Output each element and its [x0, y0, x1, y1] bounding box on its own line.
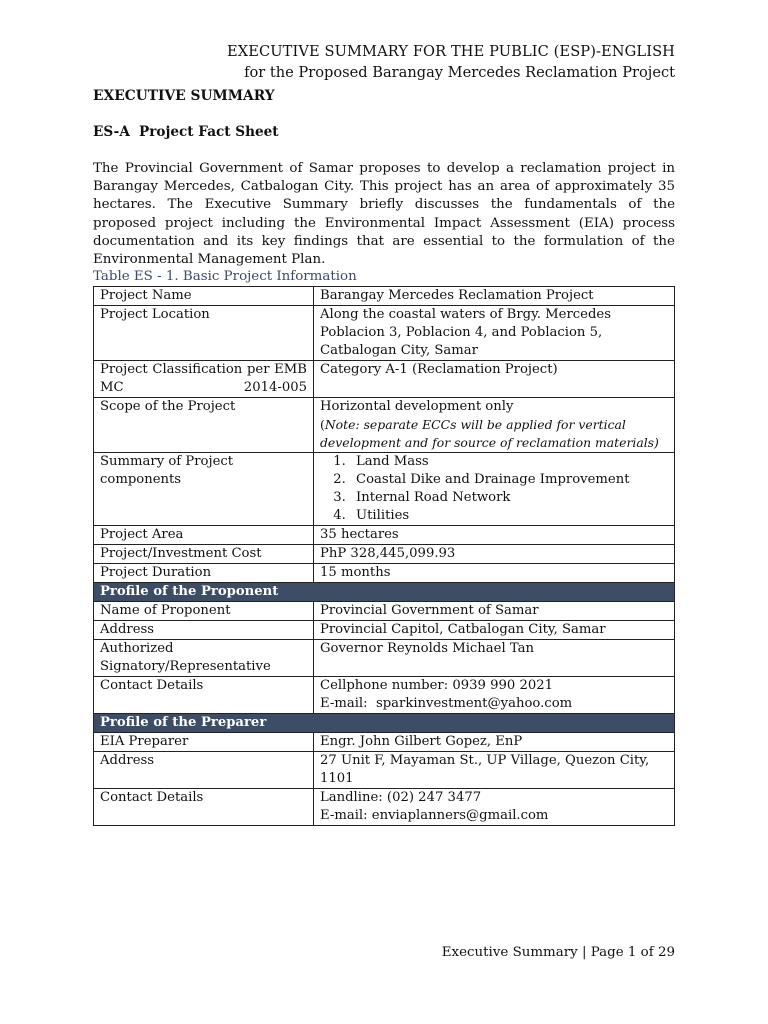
project-classification-label: Project Classification per EMB MC 2014-005: [94, 361, 314, 398]
proponent-signatory-value: Governor Reynolds Michael Tan: [314, 640, 675, 677]
table-row: [94, 398, 675, 453]
preparer-address-value: 27 Unit F, Mayaman St., UP Village, Quezon City, 1101: [314, 752, 675, 789]
preparer-contact-cell: [314, 789, 675, 826]
preparer-section-title: Profile of the Preparer: [94, 714, 675, 733]
project-components-cell: [314, 453, 675, 526]
list-item: 2. Coastal Dike and Drainage Improvement: [350, 471, 668, 489]
section-title: EXECUTIVE SUMMARY: [93, 88, 275, 104]
preparer-eia-value: Engr. John Gilbert Gopez, EnP: [314, 733, 675, 752]
project-name-value: Barangay Mercedes Reclamation Project: [314, 287, 675, 306]
project-scope-label: Scope of the Project: [94, 398, 314, 453]
subsection-heading: [93, 124, 279, 140]
proponent-contact-cell: [314, 677, 675, 714]
project-cost-label: Project/Investment Cost: [94, 545, 314, 564]
page-footer: [442, 945, 675, 960]
table-row: [94, 640, 675, 677]
table-row: [94, 306, 675, 361]
project-components-list: [320, 453, 668, 525]
project-cost-value: PhP 328,445,099.93: [314, 545, 675, 564]
proponent-name-label: Name of Proponent: [94, 602, 314, 621]
project-location-label: Project Location: [94, 306, 314, 361]
proponent-address-value: Provincial Capitol, Catbalogan City, Samar: [314, 621, 675, 640]
project-location-value: Along the coastal waters of Brgy. Mercedes Poblacion 3, Poblacion 4, and Poblacion 5, Catbalogan City, Samar: [314, 306, 675, 361]
table-row: [94, 602, 675, 621]
table-row: [94, 621, 675, 640]
proponent-contact-email-line: E-mail: sparkinvestment@yahoo.com: [320, 696, 573, 711]
table-caption: Table ES - 1. Basic Project Information: [93, 269, 357, 284]
proponent-contact-label: Contact Details: [94, 677, 314, 714]
project-duration-value: 15 months: [314, 564, 675, 583]
project-area-label: Project Area: [94, 526, 314, 545]
document-header-subtitle: for the Proposed Barangay Mercedes Reclamation Project: [244, 64, 675, 81]
table-row: [94, 287, 675, 306]
proponent-section-band: [94, 583, 675, 602]
footer-label: Executive Summary: [441, 945, 578, 960]
project-fact-table: [93, 286, 675, 826]
project-duration-label: Project Duration: [94, 564, 314, 583]
proponent-name-value: Provincial Government of Samar: [314, 602, 675, 621]
table-row: [94, 361, 675, 398]
project-scope-note: (Note: separate ECCs will be applied for vertical development and for source of reclamation materials): [320, 417, 659, 450]
footer-page-number: Page 1 of 29: [590, 945, 675, 960]
intro-paragraph: The Provincial Government of Samar proposes to develop a reclamation project in Barangay Mercedes, Catbalogan City. This project has an area of approximately 35 hectares. The Executive Summary briefly discusses the fundamentals of the proposed project including the Environmental Impact Assessment (EIA) process documentation and its key findings that are essential to the formulation of the Environmental Management Plan.: [93, 161, 675, 268]
preparer-contact-email: E-mail: enviaplanners@gmail.com: [320, 808, 549, 823]
proponent-section-title: Profile of the Proponent: [94, 583, 675, 602]
preparer-section-band: [94, 714, 675, 733]
project-area-value: 35 hectares: [314, 526, 675, 545]
list-item: 3. Internal Road Network: [350, 489, 668, 507]
preparer-contact-label: Contact Details: [94, 789, 314, 826]
project-scope-value: Horizontal development only: [320, 399, 514, 414]
table-row: [94, 453, 675, 526]
list-item: 1. Land Mass: [350, 453, 668, 471]
table-row: [94, 545, 675, 564]
document-header-title: EXECUTIVE SUMMARY FOR THE PUBLIC (ESP)-ENGLISH: [227, 43, 675, 60]
subsection-number: ES-A: [93, 124, 130, 140]
proponent-address-label: Address: [94, 621, 314, 640]
footer-separator: |: [581, 945, 587, 960]
preparer-contact-phone: Landline: (02) 247 3477: [320, 790, 482, 805]
project-scope-cell: [314, 398, 675, 453]
project-classification-value: Category A-1 (Reclamation Project): [314, 361, 675, 398]
proponent-contact-phone: Cellphone number: 0939 990 2021: [320, 678, 554, 693]
table-row: [94, 789, 675, 826]
proponent-signatory-label: Authorized Signatory/Representative: [94, 640, 314, 677]
table-row: [94, 733, 675, 752]
project-name-label: Project Name: [94, 287, 314, 306]
preparer-eia-label: EIA Preparer: [94, 733, 314, 752]
table-row: [94, 752, 675, 789]
table-row: [94, 564, 675, 583]
table-row: [94, 526, 675, 545]
preparer-address-label: Address: [94, 752, 314, 789]
table-row: [94, 677, 675, 714]
proponent-email-link[interactable]: sparkinvestment@yahoo.com: [375, 696, 573, 711]
project-components-label: Summary of Project components: [94, 453, 314, 526]
subsection-title: Project Fact Sheet: [139, 124, 279, 140]
list-item: 4. Utilities: [350, 507, 668, 525]
